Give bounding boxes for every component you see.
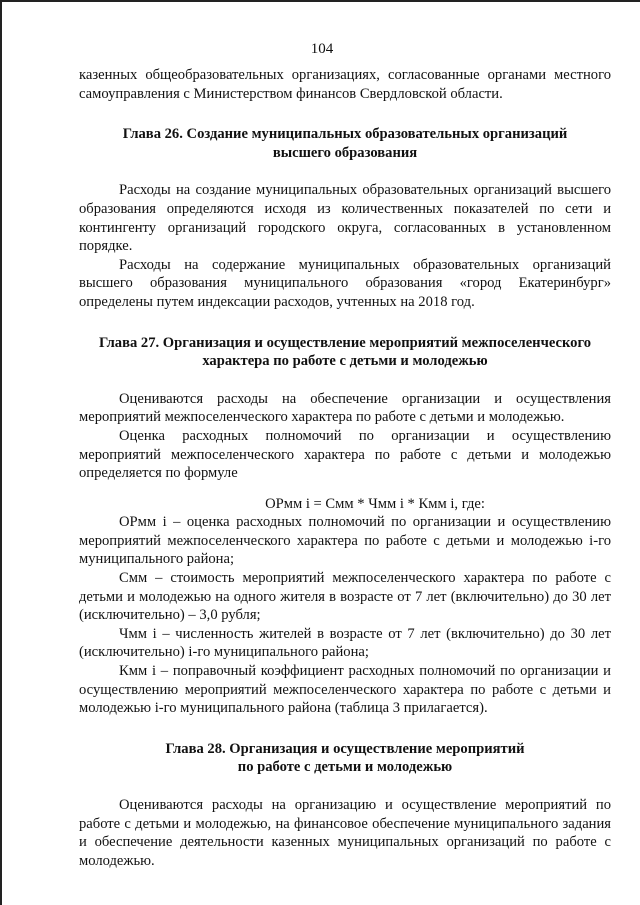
formula: ОРмм i = Смм * Чмм i * Кмм i, где: bbox=[265, 495, 485, 512]
chapter-28-paragraph: Оцениваются расходы на организацию и осуществление мероприятий по работе с детьми и молодежью, на финансовое обеспечение муниципального задания и обеспечение деятельности казенных муниципальных организаций по работе с молодежью. bbox=[79, 797, 611, 869]
chapter-28-title-line-2: по работе с детьми и молодежью bbox=[237, 759, 453, 776]
chapter-27-paragraph: Оцениваются расходы на обеспечение организации и осуществления мероприятий межпоселенческого характера по работе с детьми и молодежью. bbox=[79, 390, 611, 426]
formula-definition: Смм – стоимость мероприятий межпоселенческого характера по работе с детьми и молодежью на одного жителя в возрасте от 7 лет (включительно) до 30 лет (исключительно) – 3,0 рубля; bbox=[79, 570, 611, 624]
chapter-27-title-line-2: характера по работе с детьми и молодежью bbox=[202, 353, 488, 370]
chapter-28-title-line-1: Глава 28. Организация и осуществление мероприятий bbox=[165, 740, 525, 757]
chapter-26-title-line-1: Глава 26. Создание муниципальных образовательных организаций bbox=[122, 126, 568, 143]
formula-definition: ОРмм i – оценка расходных полномочий по организации и осуществлению мероприятий межпоселенческого характера по работе с детьми и молодежью i-го муниципального района; bbox=[79, 514, 611, 568]
formula-definition: Кмм i – поправочный коэффициент расходных полномочий по организации и осуществлению мероприятий межпоселенческого характера по работе с детьми и молодежью i-го муниципального района (таблица 3 прилагается). bbox=[79, 663, 611, 717]
formula-definition: Чмм i – численность жителей в возрасте от 7 лет (включительно) до 30 лет (исключительно) i-го муниципального района; bbox=[79, 625, 611, 661]
chapter-26-paragraph: Расходы на содержание муниципальных образовательных организаций высшего образования муниципального образования «город Екатеринбург» определены путем индексации расходов, учтенных на 2018 год. bbox=[79, 256, 611, 310]
chapter-26-heading bbox=[79, 125, 611, 162]
chapter-26-paragraph: Расходы на создание муниципальных образовательных организаций высшего образования определяются исходя из количественных показателей по сети и контингенту организаций городского округа, согласованных в установленном порядке. bbox=[79, 182, 611, 255]
chapter-27-heading bbox=[79, 334, 611, 371]
page-number: 104 bbox=[310, 41, 334, 57]
chapter-28-heading bbox=[79, 740, 611, 777]
chapter-26-title-line-2: высшего образования bbox=[272, 144, 418, 161]
document-body bbox=[79, 66, 611, 870]
intro-paragraph: казенных общеобразовательных организациях, согласованные органами местного самоуправления с Министерством финансов Свердловской области. bbox=[79, 67, 611, 102]
chapter-27-title-line-1: Глава 27. Организация и осуществление мероприятий межпоселенческого bbox=[98, 334, 592, 351]
chapter-27-paragraph: Оценка расходных полномочий по организации и осуществлению мероприятий межпоселенческого характера по работе с детьми и молодежью определяется по формуле bbox=[79, 427, 611, 482]
